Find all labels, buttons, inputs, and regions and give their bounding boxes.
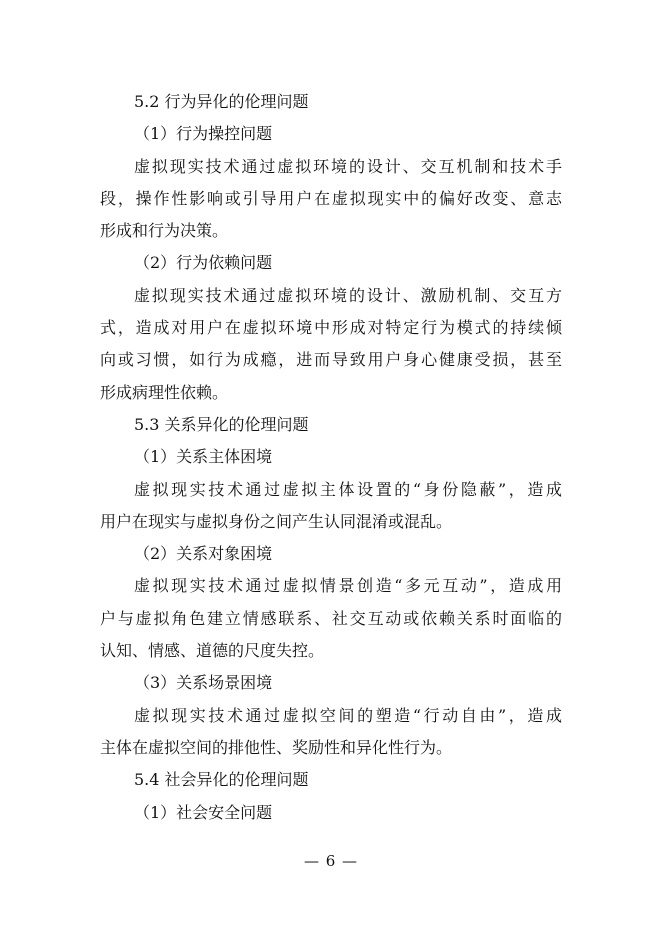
paragraph-line: 形成病理性依赖。 — [100, 382, 229, 402]
subheading-relation-object: （2）关系对象困境 — [134, 544, 273, 564]
document-body — [100, 86, 562, 829]
paragraph-line: 用户在现实与虚拟身份之间产生认同混淆或混乱。 — [100, 511, 453, 531]
section-heading-5-2: 5.2 行为异化的伦理问题 — [134, 92, 309, 111]
paragraph-line: 虚拟现实技术通过虚拟环境的设计、交互机制和技术手 — [134, 156, 562, 176]
paragraph-line: 户与虚拟角色建立情感联系、社交互动或依赖关系时面临的 — [100, 608, 562, 628]
paragraph-line: 段，操作性影响或引导用户在虚拟现实中的偏好改变、意志 — [100, 188, 562, 208]
paragraph-line: 形成和行为决策。 — [100, 221, 229, 241]
subheading-relation-scene: （3）关系场景困境 — [134, 673, 273, 693]
subheading-behavior-control: （1）行为操控问题 — [134, 124, 273, 144]
paragraph-line: 虚拟现实技术通过虚拟空间的塑造“行动自由”，造成 — [134, 705, 562, 725]
page-number: — 6 — — [303, 852, 359, 870]
paragraph-line: 向或习惯，如行为成瘾，进而导致用户身心健康受损，甚至 — [100, 350, 562, 370]
subheading-behavior-dependence: （2）行为依赖问题 — [134, 253, 273, 273]
paragraph-line: 认知、情感、道德的尺度失控。 — [100, 641, 325, 661]
subheading-relation-subject: （1）关系主体困境 — [134, 447, 273, 467]
subheading-social-security: （1）社会安全问题 — [134, 802, 273, 822]
paragraph-line: 虚拟现实技术通过虚拟主体设置的“身份隐蔽”，造成 — [134, 479, 562, 499]
section-heading-5-4: 5.4 社会异化的伦理问题 — [134, 770, 309, 790]
paragraph-line: 主体在虚拟空间的排他性、奖励性和异化性行为。 — [100, 737, 453, 757]
paragraph-line: 式，造成对用户在虚拟环境中形成对特定行为模式的持续倾 — [100, 318, 562, 338]
section-heading-5-3: 5.3 关系异化的伦理问题 — [134, 414, 309, 434]
paragraph-line: 虚拟现实技术通过虚拟情景创造“多元互动”，造成用 — [134, 576, 562, 596]
paragraph-line: 虚拟现实技术通过虚拟环境的设计、激励机制、交互方 — [134, 285, 562, 305]
